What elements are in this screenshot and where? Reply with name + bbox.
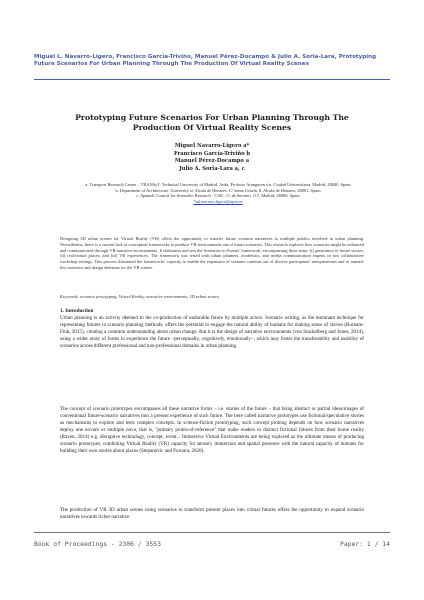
affiliations (74, 182, 362, 205)
corresponding-email[interactable]: *ml.navarro.ligero@upm.es (193, 199, 243, 205)
author-name: Manuel Pérez-Docampo a (174, 158, 250, 165)
body-paragraph: The production of VR 3D urban scenes using scenarios to transform present places into virtual futures offers the opportunity to expand scenario narratives towards richer narrative (60, 507, 364, 520)
author-name: Julio A. Soria-Lara a, c (179, 165, 245, 172)
header-divider (34, 79, 390, 80)
paper-page-count: Paper: 1 / 14 (339, 540, 390, 548)
affiliation: c. Spanish Council for Scientific Research - CSIC. C/ de Serrano, 117, Madrid, 28006, Spain (136, 193, 300, 199)
affiliation: b. Department of Architecture. University of Alcalá de Henares. C/ Santa Ursula, 8, Alcalá de Henares, 28801, Spain (115, 187, 321, 193)
body-paragraph: The concept of scenario prototypes encompasses all these narrative forms – i.e. stories of the future – that bring abstract or partial ideas/images of conventional future-scenario narratives into a present experience of such future. The here called narrative prototypes use fictional/speculative stories as mechanisms to explore and tests complex concepts. In science-fiction prototyping, such concept probing depends on how scenario narratives deploy one novum or multiple nova, that is, "primary points-of-reference" that make readers to distinct fictional futures from their home reality (Raven, 2014) e.g. disruptive technology, concept, event... Immersive Virtual Environments are being explored as the ultimate means of producing scenario prototypes, combining Virtual Reality (VR) capacity for sensory immersion and spatial presence with the natural capacity of humans for building their own stories about places (Stepanovic and Fornara, 2020). (60, 406, 364, 454)
proceedings-page-count: Book of Proceedings - 2306 / 3553 (34, 540, 161, 548)
author-name: Miguel Navarro-Ligero a* (174, 143, 250, 149)
author-list (112, 143, 312, 173)
running-header: Miguel L. Navarro-Ligero, Francisco García-Triviño, Manuel Pérez-Docampo & Julio A. Soria-Lara, Prototyping Future Scenarios For Urban Planning Through The Production Of Virtual Reality Scenes (34, 54, 377, 67)
abstract: Designing 3D urban scenes for Virtual Reality (VR) offers the opportunity to transfer future scenario narratives to multiple publics involved in urban planning. Nevertheless, there is a current lack of conceptual frameworks to produce VR environments out of future scenarios. This research explores how scenarios might be enhanced and communicated through VR narrative environments. It elaborates and test the Scenarios-to-Scenes' framework, encompassing three steps: (i) generation of future stories; (ii) real/virtual places; and (iii) VR experiences. The framework was tested with urban planners, academics, and media communication experts in two collaborative workshop settings. This process illustrated the frameworks' capacity to enable the expansion of scenario contents out of diverse participants' interpretations and to transfer key narrative and design elements for the VR scenes. (60, 236, 364, 270)
paper-title: Prototyping Future Scenarios For Urban Planning Through The Production Of Virtual Reality Scenes (75, 113, 349, 132)
section-heading: 1. Introduction (60, 308, 94, 314)
keywords: Keywords: scenario prototyping, Virtual Reality, narrative environments, 3D urban scenes (60, 294, 219, 299)
body-paragraph: Urban planning is an activity deemed to the co-production of endurable future by multiple actors. Scenario writing, as the dominant technique for representing futures in scenario planning methods, offers the potential to engage the natural ability of humans for making sense of stories (Burnam-Fink, 2015), creating a common understanding about urban change. But it is the design of narrative environments (von Stackelberg and Jones, 2014), using a wider array of forms to experience the future –perceptually, cognitively, emotionally–, which may foster the transferability and usability of scenarios across different professional and non-professional domains in urban planning. (60, 315, 364, 349)
affiliation: a. Transport Research Centre – TRANSyT. Technical University of Madrid. Avda. Profesor Aranguren s/n, Ciudad Universitaria, Madrid, 28040, Spain (85, 182, 351, 187)
author-name: Francisco García-Triviño b (173, 150, 251, 157)
footer-divider (34, 532, 390, 533)
